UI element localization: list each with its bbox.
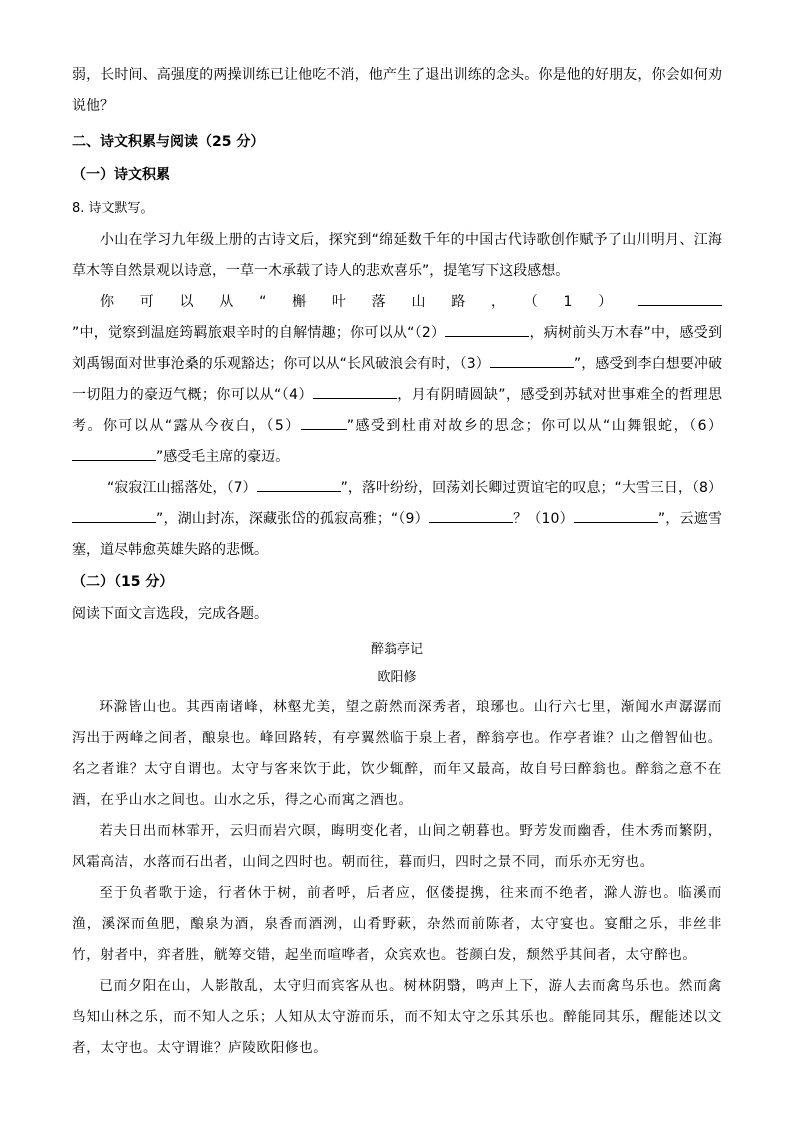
text-segment: ，月有阴晴圆缺”，感受到苏轼对世事难全的哲理思考。你可以从“露从今夜白，（5）: [72, 387, 722, 434]
text-segment: ”，云遮雪塞，道尽韩愈英雄失路的悲慨。: [72, 511, 722, 558]
answer-blank-9[interactable]: [429, 507, 513, 523]
subsection-heading-2: （二）（15 分）: [72, 574, 174, 590]
question-8-intro: 小山在学习九年级上册的古诗文后，探究到“绵延数千年的中国古代诗歌创作赋予了山川明月、江海草木等自然景观以诗意，一草一木承载了诗人的悲欢喜乐”，提笔写下这段感想。: [72, 232, 722, 279]
intro-paragraph: 弱，长时间、高强度的两操训练已让他吃不消，他产生了退出训练的念头。你是他的好朋友，你会如何劝说他？: [72, 67, 722, 114]
text-segment: ”，感受到李白想要冲破一切阻力的豪迈气概；你可以从“（4）: [72, 356, 722, 403]
subsection-heading-1: （一）诗文积累: [72, 167, 170, 183]
reading-instruction: 阅读下面文言选段，完成各题。: [72, 606, 268, 622]
essay-paragraph-4: 已而夕阳在山，人影散乱，太守归而宾客从也。树林阴翳，鸣声上下，游人去而禽鸟乐也。然而禽鸟知山林之乐，而不知人之乐；人知从太守游而乐，而不知太守之乐其乐也。醉能同其乐，醒能述以文者，太守也。太守谓谁？庐陵欧阳修也。: [72, 978, 722, 1056]
essay-title: 醉翁亭记: [370, 642, 423, 657]
answer-blank-5[interactable]: [301, 414, 347, 430]
answer-blank-8[interactable]: [72, 507, 156, 523]
section-heading: 二、诗文积累与阅读（25 分）: [72, 134, 265, 150]
answer-blank-10[interactable]: [574, 507, 658, 523]
text-segment: ”中，觉察到温庭筠羁旅艰辛时的自解情趣；你可以从“（2）: [72, 325, 446, 341]
answer-blank-6[interactable]: [72, 445, 156, 461]
answer-blank-2[interactable]: [445, 321, 529, 337]
essay-paragraph-3: 至于负者歌于途，行者休于树，前者呼，后者应，伛偻提携，往来而不绝者，滁人游也。临溪而渔，溪深而鱼肥，酿泉为酒，泉香而酒洌，山肴野蔌，杂然而前陈者，太守宴也。宴酣之乐，非丝非竹，射者中，弈者胜，觥筹交错，起坐而喧哗者，众宾欢也。苍颜白发，颓然乎其间者，太守醉也。: [72, 885, 722, 963]
document-content: [72, 60, 722, 1064]
question-8-blanks-paragraph-1: [72, 287, 722, 473]
answer-blank-7[interactable]: [257, 476, 341, 492]
essay-paragraph-1: 环滁皆山也。其西南诸峰，林壑尤美，望之蔚然而深秀者，琅琊也。山行六七里，渐闻水声潺潺而泻出于两峰之间者，酿泉也。峰回路转，有亭翼然临于泉上者，醉翁亭也。作亭者谁？山之僧智仙也。名之者谁？太守自谓也。太守与客来饮于此，饮少辄醉，而年又最高，故自号曰醉翁也。醉翁之意不在酒，在乎山水之间也。山水之乐，得之心而寓之酒也。: [72, 699, 722, 808]
text-segment: ？（10）: [512, 511, 574, 527]
text-segment: 你可以从“槲叶落山路，（1）: [100, 294, 638, 310]
text-segment: ”，湖山封冻，深藏张岱的孤寂高雅；“（9）: [156, 511, 429, 527]
text-segment: ”感受到杜甫对故乡的思念；你可以从“山舞银蛇，（6）: [346, 418, 722, 434]
question-8-label: 8. 诗文默写。: [72, 201, 154, 216]
answer-blank-3[interactable]: [490, 352, 574, 368]
answer-blank-1[interactable]: [638, 290, 722, 306]
essay-author: 欧阳修: [377, 670, 417, 685]
text-segment: “寂寂江山摇落处，（7）: [107, 480, 257, 496]
answer-blank-4[interactable]: [313, 383, 397, 399]
essay-paragraph-2: 若夫日出而林霏开，云归而岩穴暝，晦明变化者，山间之朝暮也。野芳发而幽香，佳木秀而繁阴，风霜高洁，水落而石出者，山间之四时也。朝而往，暮而归，四时之景不同，而乐亦无穷也。: [72, 823, 722, 870]
text-segment: ”，落叶纷纷，回荡刘长卿过贾谊宅的叹息；“大雪三日，（8）: [340, 480, 722, 496]
question-8-blanks-paragraph-2: [72, 473, 722, 566]
text-segment: ，病树前头万木春”中，感受到刘禹锡面对世事沧桑的乐观豁达；你可以从“长风破浪会有时，（3）: [72, 325, 722, 372]
text-segment: ”感受毛主席的豪迈。: [156, 449, 290, 465]
